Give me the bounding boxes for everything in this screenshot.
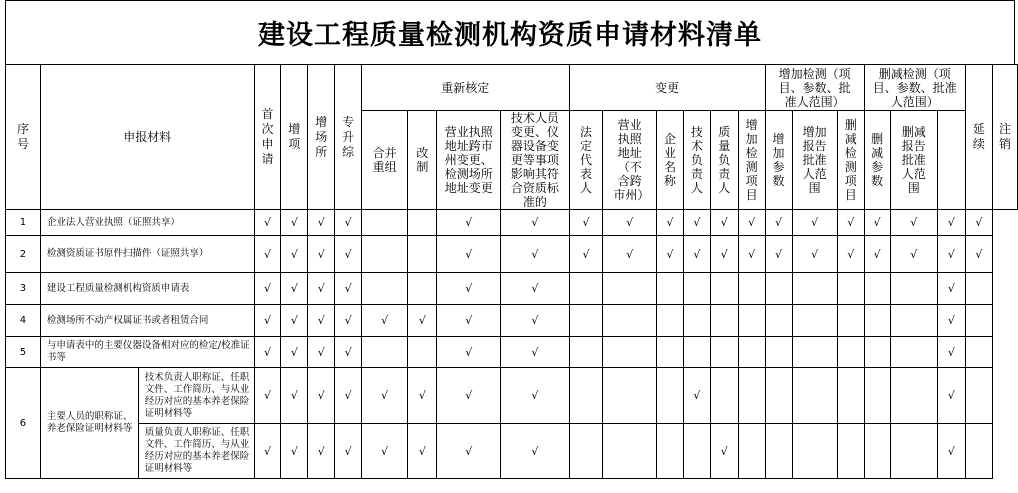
check-mark-icon: √	[317, 216, 325, 229]
check-mark-icon: √	[531, 247, 539, 261]
check-cell	[308, 236, 335, 273]
check-mark-icon: √	[947, 314, 955, 327]
check-mark-icon: √	[947, 389, 955, 402]
header-quality-lead: 质量负责人	[710, 111, 738, 210]
check-cell	[308, 424, 335, 479]
check-cell	[361, 236, 407, 273]
header-license-addr: 营业执照地址（不含跨市州）	[603, 111, 657, 210]
check-cell	[281, 236, 308, 273]
check-mark-icon: √	[693, 216, 701, 229]
check-cell	[501, 273, 569, 305]
check-cell	[792, 424, 837, 479]
check-mark-icon: √	[531, 282, 539, 295]
header-add-item: 增项	[281, 65, 308, 210]
check-mark-icon: √	[418, 314, 426, 327]
check-cell	[864, 305, 890, 337]
check-cell	[361, 305, 407, 337]
check-cell	[569, 273, 603, 305]
check-cell	[281, 273, 308, 305]
check-mark-icon: √	[344, 314, 352, 327]
check-mark-icon: √	[344, 389, 352, 402]
header-reduce-test: 删减检测（项目、参数、批准人范围）	[864, 65, 965, 111]
check-cell	[765, 305, 792, 337]
check-cell	[603, 236, 657, 273]
check-mark-icon: √	[290, 345, 298, 359]
check-cell	[710, 236, 738, 273]
check-cell	[501, 210, 569, 236]
check-mark-icon: √	[418, 444, 426, 458]
material-group-name: 主要人员的职称证、养老保险证明材料等	[40, 368, 138, 479]
check-mark-icon: √	[290, 247, 298, 261]
table-row	[6, 337, 1018, 368]
check-cell	[792, 236, 837, 273]
check-cell	[765, 210, 792, 236]
check-cell	[437, 273, 501, 305]
check-cell	[837, 236, 864, 273]
check-cell	[890, 368, 937, 424]
check-cell	[837, 368, 864, 424]
check-cell	[837, 273, 864, 305]
check-cell	[837, 305, 864, 337]
header-renew: 延续	[965, 65, 992, 210]
check-cell	[281, 337, 308, 368]
check-cell	[569, 337, 603, 368]
check-mark-icon: √	[531, 389, 539, 402]
check-cell	[710, 368, 738, 424]
check-cell	[965, 236, 992, 273]
check-cell	[864, 273, 890, 305]
check-cell	[603, 368, 657, 424]
row-number: 2	[6, 236, 41, 273]
check-mark-icon: √	[720, 247, 728, 261]
header-add-report-scope: 增加报告批准人范围	[792, 111, 837, 210]
check-mark-icon: √	[290, 216, 298, 229]
check-mark-icon: √	[344, 345, 352, 359]
check-mark-icon: √	[531, 216, 539, 229]
check-cell	[361, 210, 407, 236]
check-mark-icon: √	[775, 216, 783, 229]
check-cell	[437, 368, 501, 424]
check-cell	[965, 368, 992, 424]
check-mark-icon: √	[264, 389, 272, 402]
check-cell	[569, 424, 603, 479]
check-cell	[792, 305, 837, 337]
check-cell	[254, 236, 281, 273]
check-mark-icon: √	[975, 247, 983, 261]
check-mark-icon: √	[582, 247, 590, 261]
check-cell	[603, 273, 657, 305]
check-mark-icon: √	[381, 314, 389, 327]
check-cell	[254, 424, 281, 479]
check-cell	[937, 305, 965, 337]
check-cell	[738, 305, 765, 337]
check-cell	[864, 210, 890, 236]
check-cell	[408, 210, 437, 236]
check-cell	[765, 337, 792, 368]
table-row	[6, 236, 1018, 273]
check-mark-icon: √	[910, 216, 918, 229]
check-cell	[603, 424, 657, 479]
check-cell	[335, 337, 362, 368]
check-mark-icon: √	[290, 282, 298, 295]
check-cell	[361, 424, 407, 479]
check-cell	[281, 210, 308, 236]
row-number: 6	[6, 368, 41, 479]
check-cell	[569, 368, 603, 424]
check-cell	[335, 210, 362, 236]
check-cell	[281, 424, 308, 479]
check-mark-icon: √	[317, 389, 325, 402]
check-cell	[569, 236, 603, 273]
check-mark-icon: √	[317, 282, 325, 295]
check-cell	[335, 273, 362, 305]
check-mark-icon: √	[873, 216, 881, 229]
check-mark-icon: √	[947, 444, 955, 458]
check-mark-icon: √	[264, 247, 272, 261]
check-cell	[657, 424, 684, 479]
check-cell	[501, 305, 569, 337]
check-cell	[937, 210, 965, 236]
check-cell	[254, 210, 281, 236]
check-cell	[408, 424, 437, 479]
header-add-test: 增加检测（项目、参数、批准人范围）	[765, 65, 864, 111]
check-mark-icon: √	[317, 314, 325, 327]
row-number: 1	[6, 210, 41, 236]
check-mark-icon: √	[264, 345, 272, 359]
check-cell	[361, 337, 407, 368]
check-mark-icon: √	[344, 444, 352, 458]
header-seq: 序号	[6, 65, 41, 210]
header-legal-rep: 法定代表人	[569, 111, 603, 210]
check-cell	[683, 368, 710, 424]
header-tech-lead: 技术负责人	[683, 111, 710, 210]
check-cell	[254, 305, 281, 337]
check-cell	[683, 210, 710, 236]
check-cell	[437, 210, 501, 236]
check-cell	[937, 273, 965, 305]
header-add-param: 增加参数	[765, 111, 792, 210]
check-cell	[710, 210, 738, 236]
check-mark-icon: √	[465, 282, 473, 295]
check-mark-icon: √	[344, 216, 352, 229]
header-material: 申报材料	[40, 65, 254, 210]
check-cell	[569, 210, 603, 236]
check-cell	[408, 337, 437, 368]
table-row	[6, 424, 1018, 479]
check-cell	[710, 305, 738, 337]
check-cell	[710, 273, 738, 305]
header-first-apply: 首次申请	[254, 65, 281, 210]
check-mark-icon: √	[264, 282, 272, 295]
check-mark-icon: √	[947, 282, 955, 295]
check-cell	[437, 305, 501, 337]
check-cell	[335, 368, 362, 424]
material-name: 检测资质证书原件扫描件（证照共享）	[40, 236, 254, 273]
check-cell	[361, 368, 407, 424]
check-mark-icon: √	[666, 216, 674, 229]
check-cell	[569, 305, 603, 337]
header-license-move: 营业执照地址跨市州变更、检测场所地址变更	[437, 111, 501, 210]
material-name: 检测场所不动产权属证书或者租赁合同	[40, 305, 254, 337]
check-mark-icon: √	[666, 247, 674, 261]
check-mark-icon: √	[465, 389, 473, 402]
check-cell	[937, 368, 965, 424]
check-mark-icon: √	[290, 444, 298, 458]
check-cell	[965, 273, 992, 305]
check-cell	[501, 337, 569, 368]
check-cell	[657, 236, 684, 273]
check-cell	[254, 273, 281, 305]
check-cell	[254, 368, 281, 424]
check-cell	[890, 210, 937, 236]
check-cell	[965, 210, 992, 236]
check-cell	[765, 273, 792, 305]
check-mark-icon: √	[748, 247, 756, 261]
check-mark-icon: √	[317, 345, 325, 359]
check-cell	[792, 273, 837, 305]
title-bar	[5, 0, 1015, 64]
check-cell	[937, 236, 965, 273]
check-cell	[501, 236, 569, 273]
check-mark-icon: √	[910, 247, 918, 261]
material-name: 技术负责人职称证、任职文件、工作简历、与从业经历对应的基本养老保险证明材料等	[138, 368, 254, 424]
check-cell	[738, 337, 765, 368]
header-upgrade: 专升综	[335, 65, 362, 210]
check-cell	[890, 424, 937, 479]
check-cell	[837, 424, 864, 479]
table-row	[6, 368, 1018, 424]
material-name: 建设工程质量检测机构资质申请表	[40, 273, 254, 305]
header-reduce-test-item: 删减检测项目	[837, 111, 864, 210]
check-mark-icon: √	[531, 444, 539, 458]
check-cell	[501, 368, 569, 424]
check-cell	[408, 273, 437, 305]
check-cell	[254, 337, 281, 368]
check-cell	[765, 236, 792, 273]
check-mark-icon: √	[317, 247, 325, 261]
check-cell	[937, 337, 965, 368]
page-title: 建设工程质量检测机构资质申请材料清单	[258, 20, 762, 51]
table-row	[6, 305, 1018, 337]
check-cell	[361, 273, 407, 305]
check-cell	[308, 210, 335, 236]
check-cell	[308, 337, 335, 368]
check-cell	[890, 236, 937, 273]
check-cell	[281, 368, 308, 424]
check-mark-icon: √	[465, 216, 473, 229]
check-mark-icon: √	[264, 216, 272, 229]
materials-table	[5, 64, 1018, 479]
check-mark-icon: √	[381, 389, 389, 402]
check-cell	[765, 368, 792, 424]
check-cell	[890, 273, 937, 305]
check-cell	[408, 368, 437, 424]
check-mark-icon: √	[582, 216, 590, 229]
check-cell	[837, 337, 864, 368]
check-cell	[864, 424, 890, 479]
check-cell	[890, 305, 937, 337]
check-mark-icon: √	[947, 247, 955, 261]
check-mark-icon: √	[811, 247, 819, 261]
check-cell	[683, 424, 710, 479]
check-mark-icon: √	[381, 444, 389, 458]
check-mark-icon: √	[317, 444, 325, 458]
check-mark-icon: √	[465, 444, 473, 458]
check-mark-icon: √	[290, 389, 298, 402]
check-cell	[281, 305, 308, 337]
check-mark-icon: √	[626, 247, 634, 261]
check-cell	[657, 337, 684, 368]
check-mark-icon: √	[775, 247, 783, 261]
check-cell	[792, 368, 837, 424]
check-cell	[710, 424, 738, 479]
check-cell	[792, 337, 837, 368]
header-reverify: 重新核定	[361, 65, 569, 111]
header-tech-change: 技术人员变更、仪器设备变更等事项影响其符合资质标准的	[501, 111, 569, 210]
check-mark-icon: √	[264, 444, 272, 458]
check-cell	[657, 273, 684, 305]
check-cell	[683, 273, 710, 305]
check-mark-icon: √	[811, 216, 819, 229]
check-cell	[603, 210, 657, 236]
check-mark-icon: √	[873, 247, 881, 261]
check-cell	[965, 337, 992, 368]
check-mark-icon: √	[531, 345, 539, 359]
check-cell	[437, 337, 501, 368]
check-cell	[738, 210, 765, 236]
check-mark-icon: √	[465, 247, 473, 261]
check-mark-icon: √	[693, 389, 701, 402]
check-mark-icon: √	[418, 389, 426, 402]
check-cell	[308, 273, 335, 305]
check-cell	[738, 368, 765, 424]
check-cell	[738, 424, 765, 479]
check-cell	[603, 337, 657, 368]
check-mark-icon: √	[344, 282, 352, 295]
check-cell	[501, 424, 569, 479]
table-row	[6, 273, 1018, 305]
check-cell	[710, 337, 738, 368]
check-cell	[308, 368, 335, 424]
check-cell	[683, 305, 710, 337]
check-mark-icon: √	[847, 216, 855, 229]
material-name: 与申请表中的主要仪器设备相对应的检定/校准证书等	[40, 337, 254, 368]
check-mark-icon: √	[947, 216, 955, 229]
check-cell	[603, 305, 657, 337]
check-cell	[437, 424, 501, 479]
header-cancel: 注销	[992, 65, 1017, 210]
check-cell	[408, 305, 437, 337]
row-number: 5	[6, 337, 41, 368]
check-mark-icon: √	[720, 216, 728, 229]
check-cell	[792, 210, 837, 236]
check-mark-icon: √	[626, 216, 634, 229]
check-cell	[683, 236, 710, 273]
header-restructure: 改制	[408, 111, 437, 210]
check-mark-icon: √	[531, 314, 539, 327]
row-number: 3	[6, 273, 41, 305]
check-mark-icon: √	[693, 247, 701, 261]
check-mark-icon: √	[465, 345, 473, 359]
check-cell	[765, 424, 792, 479]
header-change: 变更	[569, 65, 765, 111]
check-mark-icon: √	[465, 314, 473, 327]
check-cell	[335, 236, 362, 273]
check-mark-icon: √	[264, 314, 272, 327]
check-cell	[437, 236, 501, 273]
header-add-site: 增场所	[308, 65, 335, 210]
check-cell	[864, 236, 890, 273]
check-cell	[308, 305, 335, 337]
header-reduce-param: 删减参数	[864, 111, 890, 210]
check-mark-icon: √	[720, 444, 728, 458]
check-cell	[657, 368, 684, 424]
check-cell	[890, 337, 937, 368]
check-cell	[965, 305, 992, 337]
check-cell	[738, 273, 765, 305]
check-mark-icon: √	[847, 247, 855, 261]
header-company-name: 企业名称	[657, 111, 684, 210]
check-cell	[335, 305, 362, 337]
material-name: 质量负责人职称证、任职文件、工作简历、与从业经历对应的基本养老保险证明材料等	[138, 424, 254, 479]
header-reduce-report-scope: 删减报告批准人范围	[890, 111, 937, 210]
check-mark-icon: √	[975, 216, 983, 229]
header-merge: 合并重组	[361, 111, 407, 210]
row-number: 4	[6, 305, 41, 337]
material-name: 企业法人营业执照（证照共享）	[40, 210, 254, 236]
check-mark-icon: √	[344, 247, 352, 261]
check-mark-icon: √	[290, 314, 298, 327]
header-add-test-item: 增加检测项目	[738, 111, 765, 210]
check-cell	[837, 210, 864, 236]
table-row	[6, 210, 1018, 236]
check-cell	[738, 236, 765, 273]
check-cell	[408, 236, 437, 273]
check-cell	[657, 305, 684, 337]
check-cell	[335, 424, 362, 479]
check-cell	[937, 424, 965, 479]
check-cell	[683, 337, 710, 368]
check-cell	[965, 424, 992, 479]
check-mark-icon: √	[748, 216, 756, 229]
check-cell	[657, 210, 684, 236]
check-cell	[864, 368, 890, 424]
check-cell	[864, 337, 890, 368]
check-mark-icon: √	[947, 345, 955, 359]
